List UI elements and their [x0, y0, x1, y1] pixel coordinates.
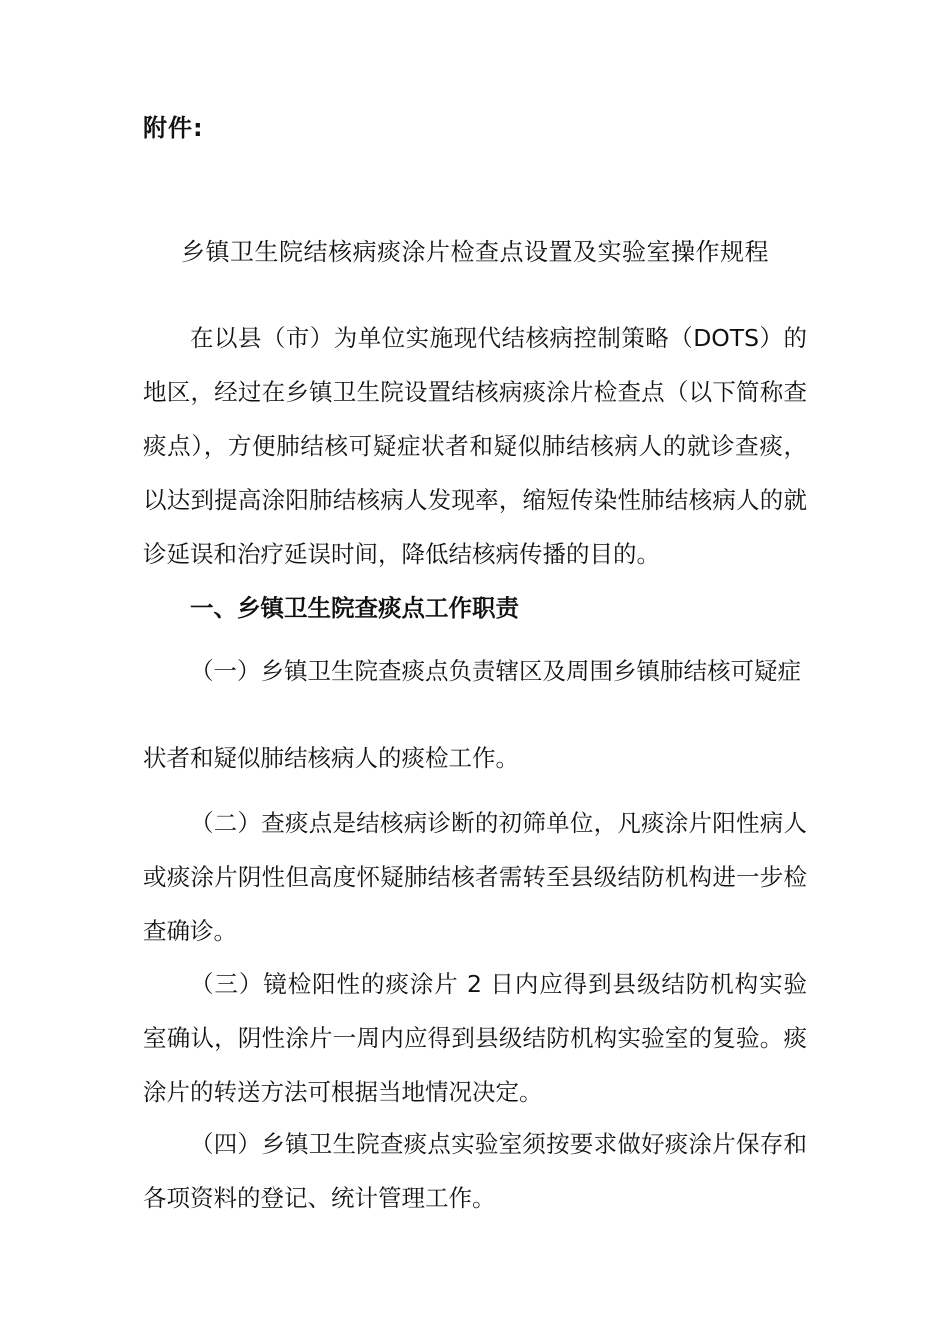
- intro-paragraph: 在以县（市）为单位实施现代结核病控制策略（DOTS）的地区，经过在乡镇卫生院设置结核病痰涂片检查点（以下简称查痰点），方便肺结核可疑症状者和疑似肺结核病人的就诊查痰，以达到提高涂阳肺结核病人发现率，缩短传染性肺结核病人的就诊延误和治疗延误时间，降低结核病传播的目的。: [143, 324, 807, 568]
- document-title: 乡镇卫生院结核病痰涂片检查点设置及实验室操作规程: [181, 238, 769, 266]
- item-3-paragraph: （三）镜检阳性的痰涂片 2 日内应得到县级结防机构实验室确认，阴性涂片一周内应得到县级结防机构实验室的复验。痰涂片的转送方法可根据当地情况决定。: [143, 970, 807, 1106]
- attachment-label: 附件:: [143, 114, 204, 142]
- section-heading-duties: 一、乡镇卫生院查痰点工作职责: [190, 594, 519, 622]
- item-1-line-1: （一）乡镇卫生院查痰点负责辖区及周围乡镇肺结核可疑症: [190, 657, 801, 685]
- item-1-line-2: 状者和疑似肺结核病人的痰检工作。: [143, 744, 519, 772]
- item-2-paragraph: （二）查痰点是结核病诊断的初筛单位，凡痰涂片阳性病人或痰涂片阴性但高度怀疑肺结核者需转至县级结防机构进一步检查确诊。: [143, 809, 807, 945]
- item-4-paragraph: （四）乡镇卫生院查痰点实验室须按要求做好痰涂片保存和各项资料的登记、统计管理工作。: [143, 1130, 807, 1212]
